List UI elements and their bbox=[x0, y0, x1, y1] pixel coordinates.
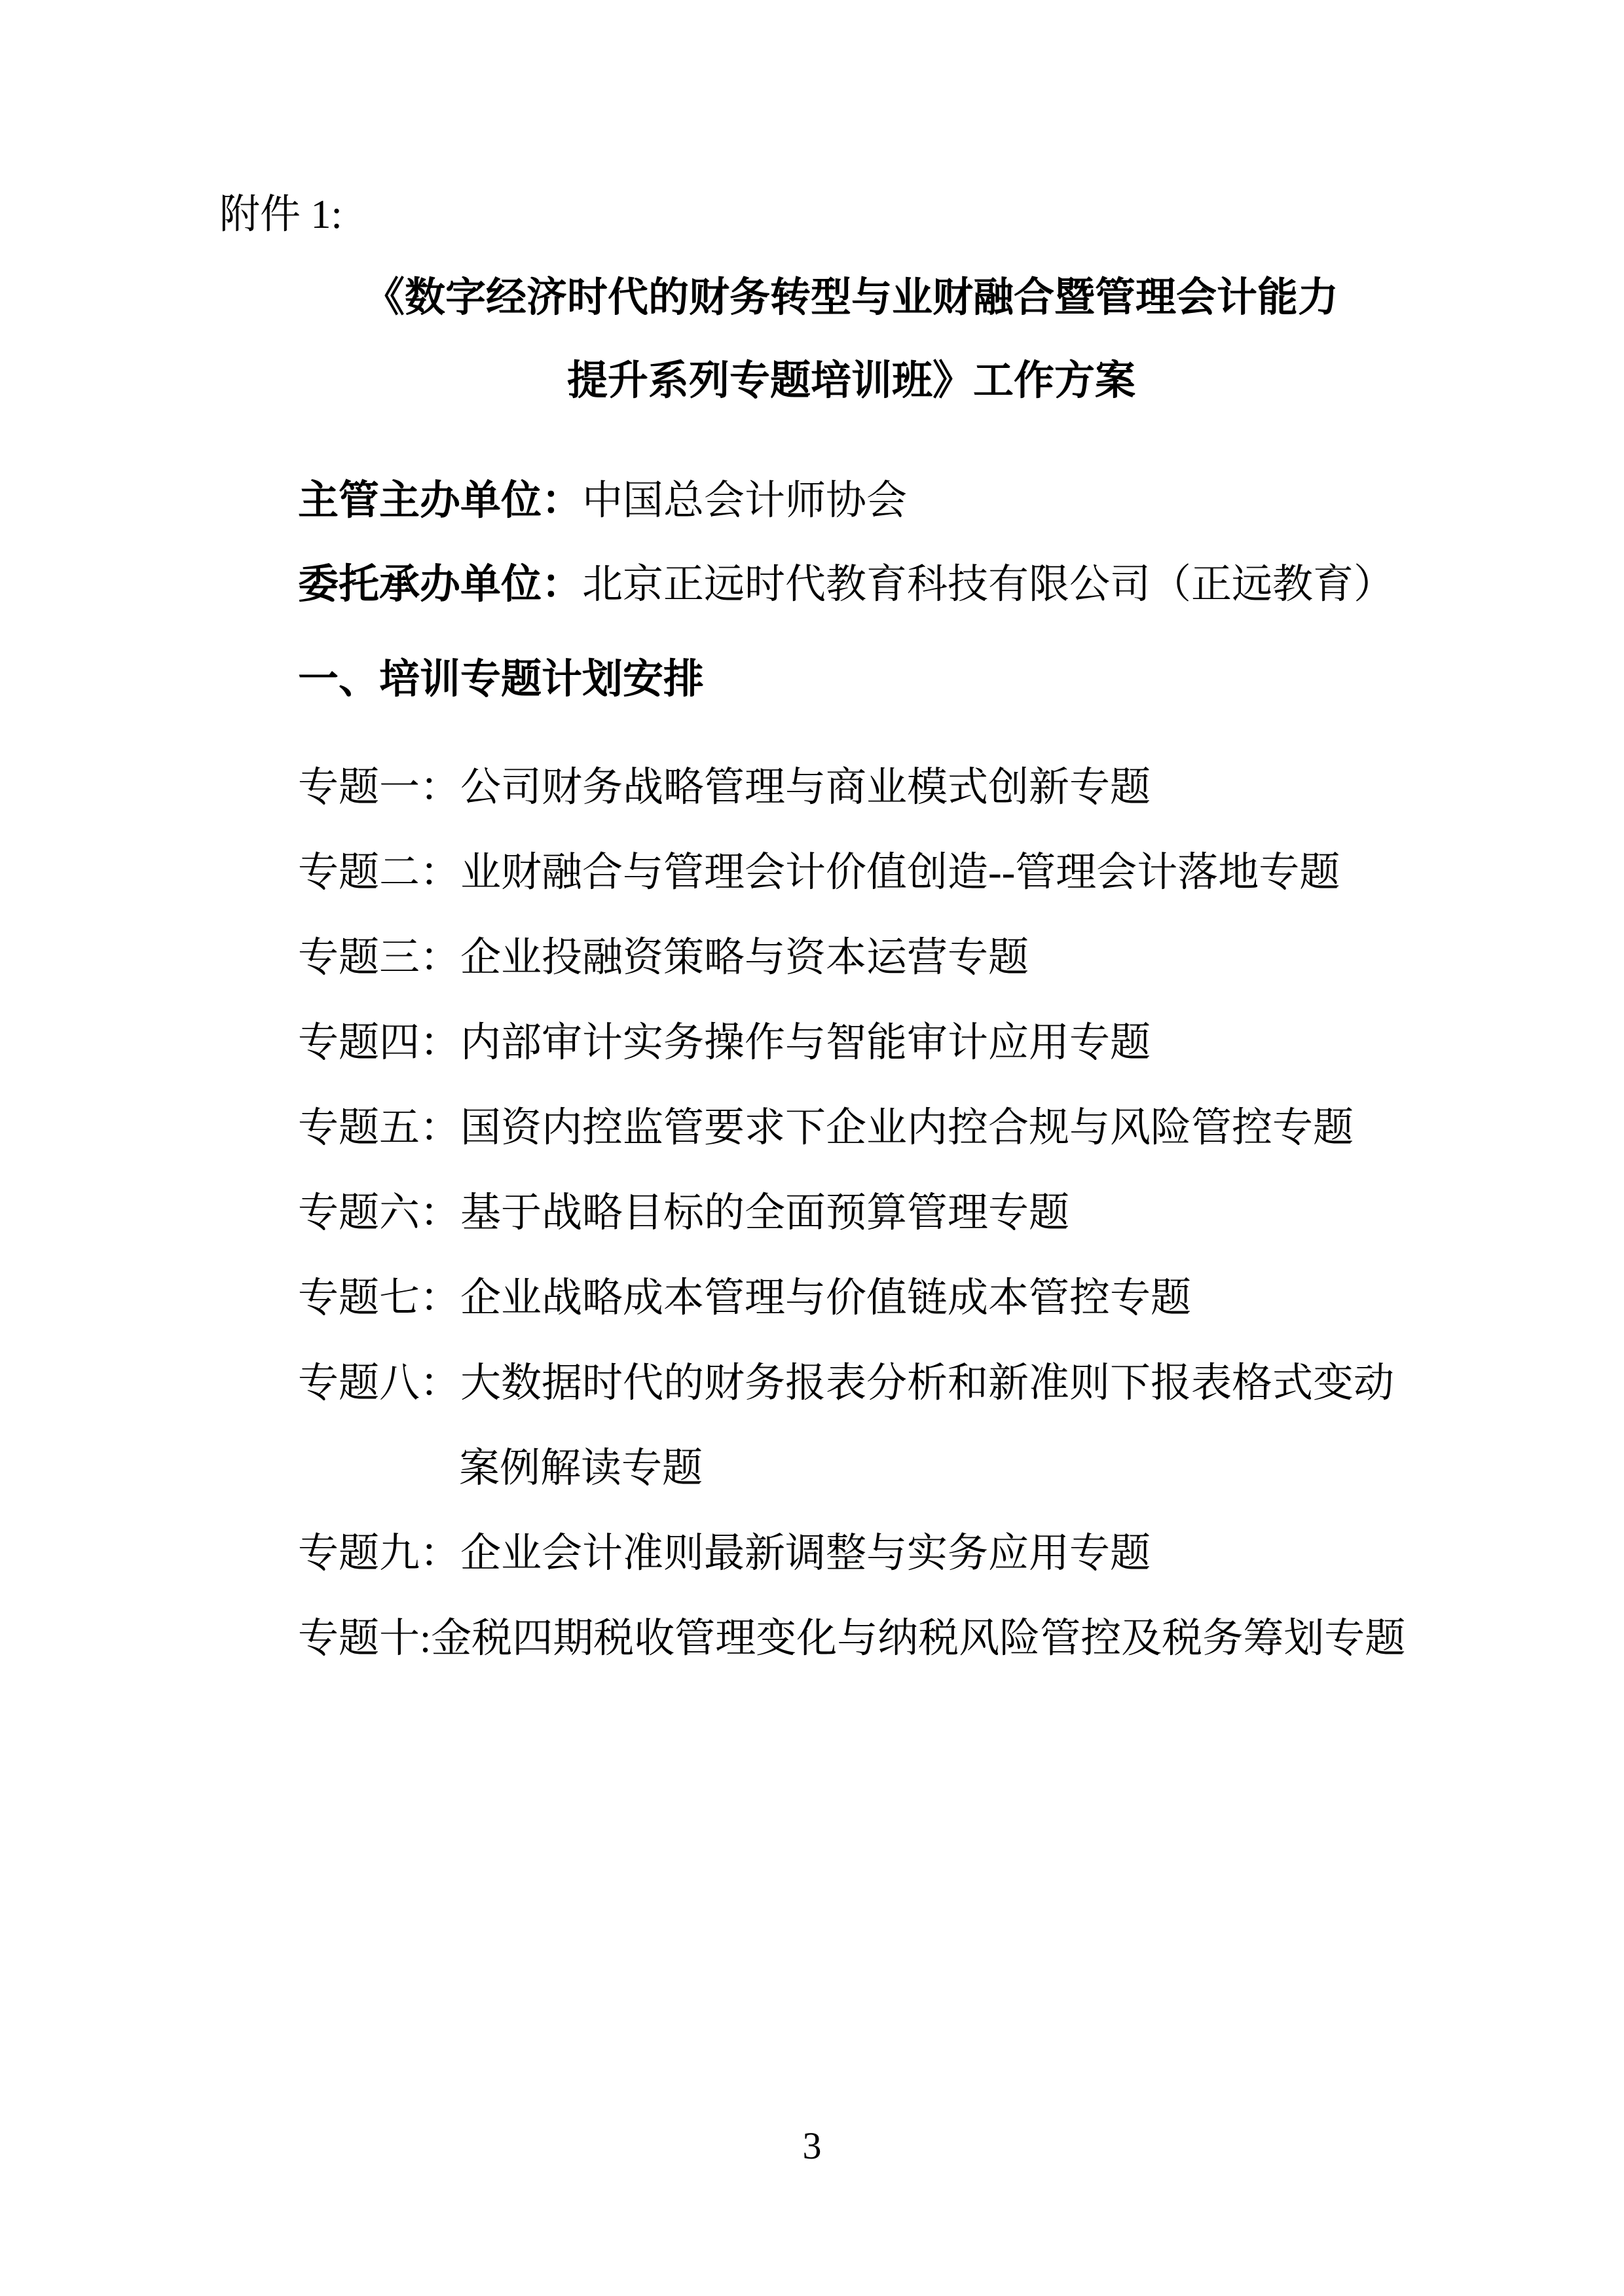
topic-list bbox=[298, 740, 1405, 1677]
topic-line-3: 专题三：企业投融资策略与资本运营专题 bbox=[298, 935, 1029, 980]
topic-line-4: 专题四：内部审计实务操作与智能审计应用专题 bbox=[298, 1020, 1151, 1065]
organizer-row-supervisor bbox=[298, 478, 907, 524]
topic-line-7: 专题七：企业战略成本管理与价值链成本管控专题 bbox=[298, 1275, 1192, 1321]
topic-line-5: 专题五：国资内控监管要求下企业内控合规与风险管控专题 bbox=[298, 1105, 1354, 1150]
organizer-label-undertaker: 委托承办单位： bbox=[298, 562, 583, 607]
topic-line-8: 专题八：大数据时代的财务报表分析和新准则下报表格式变动 bbox=[298, 1360, 1395, 1406]
organizer-label-supervisor: 主管主办单位： bbox=[298, 479, 583, 523]
topic-line-1: 专题一：公司财务战略管理与商业模式创新专题 bbox=[298, 765, 1151, 810]
document-title-line-1: 《数字经济时代的财务转型与业财融合暨管理会计能力 bbox=[363, 276, 1338, 320]
topic-line-10: 专题十:金税四期税收管理变化与纳税风险管控及税务筹划专题 bbox=[298, 1616, 1406, 1661]
page-number: 3 bbox=[802, 2124, 822, 2167]
topic-line-6: 专题六：基于战略目标的全面预算管理专题 bbox=[298, 1190, 1070, 1235]
organizer-value-undertaker: 北京正远时代教育科技有限公司（正远教育） bbox=[582, 562, 1395, 607]
topic-line-9: 专题九：企业会计准则最新调整与实务应用专题 bbox=[298, 1531, 1151, 1576]
document-title-line-2: 提升系列专题培训班》工作方案 bbox=[566, 359, 1135, 403]
section-heading-training-plan: 一、培训专题计划安排 bbox=[298, 657, 705, 702]
organizer-row-undertaker bbox=[298, 562, 1394, 608]
organizer-value-supervisor: 中国总会计师协会 bbox=[582, 479, 908, 523]
topic-line-2: 专题二：业财融合与管理会计价值创造--管理会计落地专题 bbox=[298, 850, 1340, 895]
attachment-label: 附件 1: bbox=[219, 192, 342, 237]
topic-line-8-continuation: 案例解读专题 bbox=[459, 1446, 703, 1491]
